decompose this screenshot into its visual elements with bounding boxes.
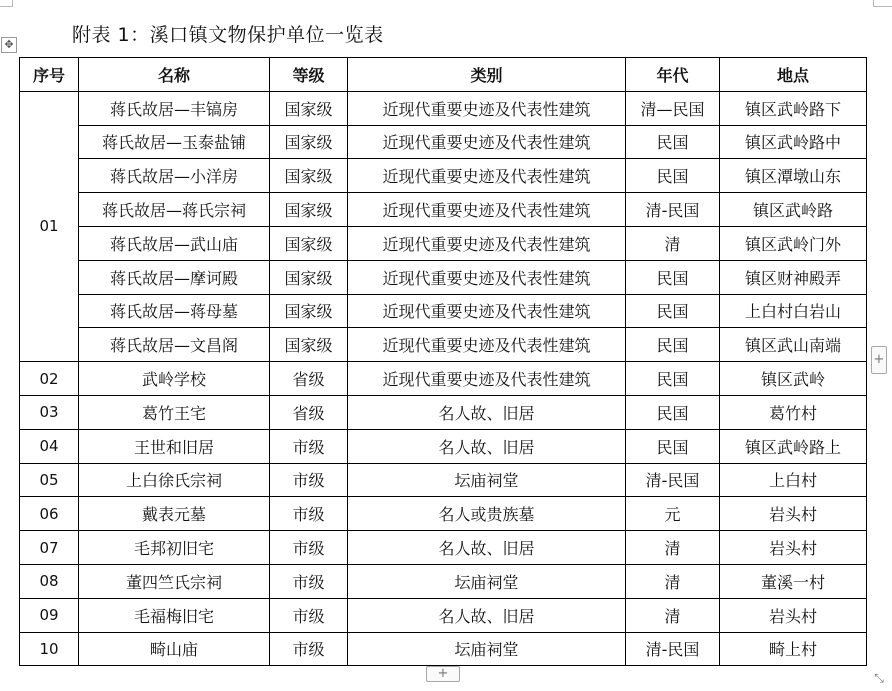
table-row [20, 429, 867, 463]
cell-category: 近现代重要史迹及代表性建筑 [348, 260, 626, 294]
cell-location: 镇区财神殿弄 [720, 260, 867, 294]
cell-index: 01 [20, 91, 79, 361]
header-cell-era: 年代 [626, 58, 720, 92]
cell-name: 戴表元墓 [79, 497, 270, 531]
cell-location: 镇区潭墩山东 [720, 159, 867, 193]
cell-location: 畸上村 [720, 632, 867, 666]
table-row [20, 497, 867, 531]
cell-name: 董四竺氏宗祠 [79, 564, 270, 598]
add-column-button[interactable]: + [871, 346, 887, 374]
cell-era: 民国 [626, 362, 720, 396]
cell-location: 镇区武岭路 [720, 193, 867, 227]
cell-index: 02 [20, 362, 79, 396]
cell-name: 蒋氏故居—摩诃殿 [79, 260, 270, 294]
cell-index: 03 [20, 395, 79, 429]
cell-category: 名人故、旧居 [348, 531, 626, 565]
add-row-button[interactable]: + [426, 666, 460, 682]
cell-category: 近现代重要史迹及代表性建筑 [348, 91, 626, 125]
header-cell-index: 序号 [20, 58, 79, 92]
table-row [20, 463, 867, 497]
cell-category: 近现代重要史迹及代表性建筑 [348, 294, 626, 328]
header-cell-level: 等级 [270, 58, 348, 92]
table-row [20, 125, 867, 159]
cell-era: 清-民国 [626, 193, 720, 227]
table-row [20, 362, 867, 396]
cell-category: 近现代重要史迹及代表性建筑 [348, 226, 626, 260]
cell-era: 民国 [626, 125, 720, 159]
cell-location: 镇区武岭路上 [720, 429, 867, 463]
cell-name: 葛竹王宅 [79, 395, 270, 429]
cell-era: 民国 [626, 294, 720, 328]
table-row [20, 91, 867, 125]
cell-name: 毛福梅旧宅 [79, 598, 270, 632]
cell-era: 清-民国 [626, 463, 720, 497]
cell-location: 镇区武山南端 [720, 328, 867, 362]
cell-category: 名人故、旧居 [348, 395, 626, 429]
cell-level: 省级 [270, 395, 348, 429]
cell-location: 董溪一村 [720, 564, 867, 598]
cell-era: 清 [626, 531, 720, 565]
cell-level: 市级 [270, 497, 348, 531]
cell-level: 市级 [270, 598, 348, 632]
cell-category: 近现代重要史迹及代表性建筑 [348, 159, 626, 193]
cell-name: 蒋氏故居—文昌阁 [79, 328, 270, 362]
cell-category: 坛庙祠堂 [348, 632, 626, 666]
cell-category: 近现代重要史迹及代表性建筑 [348, 125, 626, 159]
cell-location: 岩头村 [720, 531, 867, 565]
cell-era: 民国 [626, 429, 720, 463]
cell-era: 民国 [626, 159, 720, 193]
cell-index: 09 [20, 598, 79, 632]
cell-level: 国家级 [270, 260, 348, 294]
cell-name: 武岭学校 [79, 362, 270, 396]
cell-era: 清—民国 [626, 91, 720, 125]
cell-location: 镇区武岭门外 [720, 226, 867, 260]
cell-category: 坛庙祠堂 [348, 564, 626, 598]
table-row [20, 159, 867, 193]
cell-name: 蒋氏故居—玉泰盐铺 [79, 125, 270, 159]
cell-name: 蒋氏故居—武山庙 [79, 226, 270, 260]
table-body [20, 91, 867, 666]
cell-name: 蒋氏故居—蒋氏宗祠 [79, 193, 270, 227]
cell-location: 镇区武岭路下 [720, 91, 867, 125]
cell-location: 岩头村 [720, 497, 867, 531]
table-row [20, 193, 867, 227]
table-caption: 附表 1：溪口镇文物保护单位一览表 [72, 24, 384, 46]
cell-name: 毛邦初旧宅 [79, 531, 270, 565]
cell-level: 国家级 [270, 159, 348, 193]
cell-category: 近现代重要史迹及代表性建筑 [348, 328, 626, 362]
cell-level: 市级 [270, 429, 348, 463]
cell-category: 名人或贵族墓 [348, 497, 626, 531]
header-row [20, 58, 867, 92]
table-row [20, 531, 867, 565]
cell-level: 市级 [270, 531, 348, 565]
cell-level: 市级 [270, 564, 348, 598]
cell-era: 清 [626, 564, 720, 598]
cell-index: 06 [20, 497, 79, 531]
page-corner-mark-left [0, 0, 13, 7]
cell-era: 民国 [626, 395, 720, 429]
cell-name: 蒋氏故居—丰镐房 [79, 91, 270, 125]
cell-category: 近现代重要史迹及代表性建筑 [348, 193, 626, 227]
cell-category: 名人故、旧居 [348, 598, 626, 632]
cell-level: 国家级 [270, 226, 348, 260]
cell-index: 05 [20, 463, 79, 497]
cell-level: 市级 [270, 463, 348, 497]
cell-category: 近现代重要史迹及代表性建筑 [348, 362, 626, 396]
cell-location: 上白村白岩山 [720, 294, 867, 328]
table-row [20, 260, 867, 294]
move-arrows-icon[interactable]: ✥ [1, 37, 17, 53]
cell-era: 元 [626, 497, 720, 531]
table-row [20, 395, 867, 429]
diagonal-resize-icon[interactable]: ⤡ [874, 671, 884, 685]
cell-location: 岩头村 [720, 598, 867, 632]
cell-index: 04 [20, 429, 79, 463]
cell-name: 畸山庙 [79, 632, 270, 666]
cell-name: 王世和旧居 [79, 429, 270, 463]
table-row [20, 328, 867, 362]
cell-level: 国家级 [270, 294, 348, 328]
table-row [20, 226, 867, 260]
cell-era: 民国 [626, 260, 720, 294]
cell-level: 市级 [270, 632, 348, 666]
cell-era: 清 [626, 598, 720, 632]
cell-era: 清 [626, 226, 720, 260]
cell-level: 国家级 [270, 193, 348, 227]
table-row [20, 598, 867, 632]
cell-era: 清-民国 [626, 632, 720, 666]
heritage-table [19, 57, 867, 666]
cell-level: 国家级 [270, 328, 348, 362]
cell-level: 省级 [270, 362, 348, 396]
page-corner-mark-right [873, 0, 892, 7]
cell-index: 10 [20, 632, 79, 666]
cell-index: 07 [20, 531, 79, 565]
table-row [20, 632, 867, 666]
cell-era: 民国 [626, 328, 720, 362]
cell-level: 国家级 [270, 91, 348, 125]
cell-category: 坛庙祠堂 [348, 463, 626, 497]
header-cell-category: 类别 [348, 58, 626, 92]
cell-name: 蒋氏故居—小洋房 [79, 159, 270, 193]
table-row [20, 564, 867, 598]
header-cell-name: 名称 [79, 58, 270, 92]
table-row [20, 294, 867, 328]
cell-location: 镇区武岭路中 [720, 125, 867, 159]
cell-level: 国家级 [270, 125, 348, 159]
cell-location: 镇区武岭 [720, 362, 867, 396]
cell-index: 08 [20, 564, 79, 598]
cell-name: 蒋氏故居—蒋母墓 [79, 294, 270, 328]
cell-location: 上白村 [720, 463, 867, 497]
cell-location: 葛竹村 [720, 395, 867, 429]
header-cell-location: 地点 [720, 58, 867, 92]
cell-category: 名人故、旧居 [348, 429, 626, 463]
cell-name: 上白徐氏宗祠 [79, 463, 270, 497]
